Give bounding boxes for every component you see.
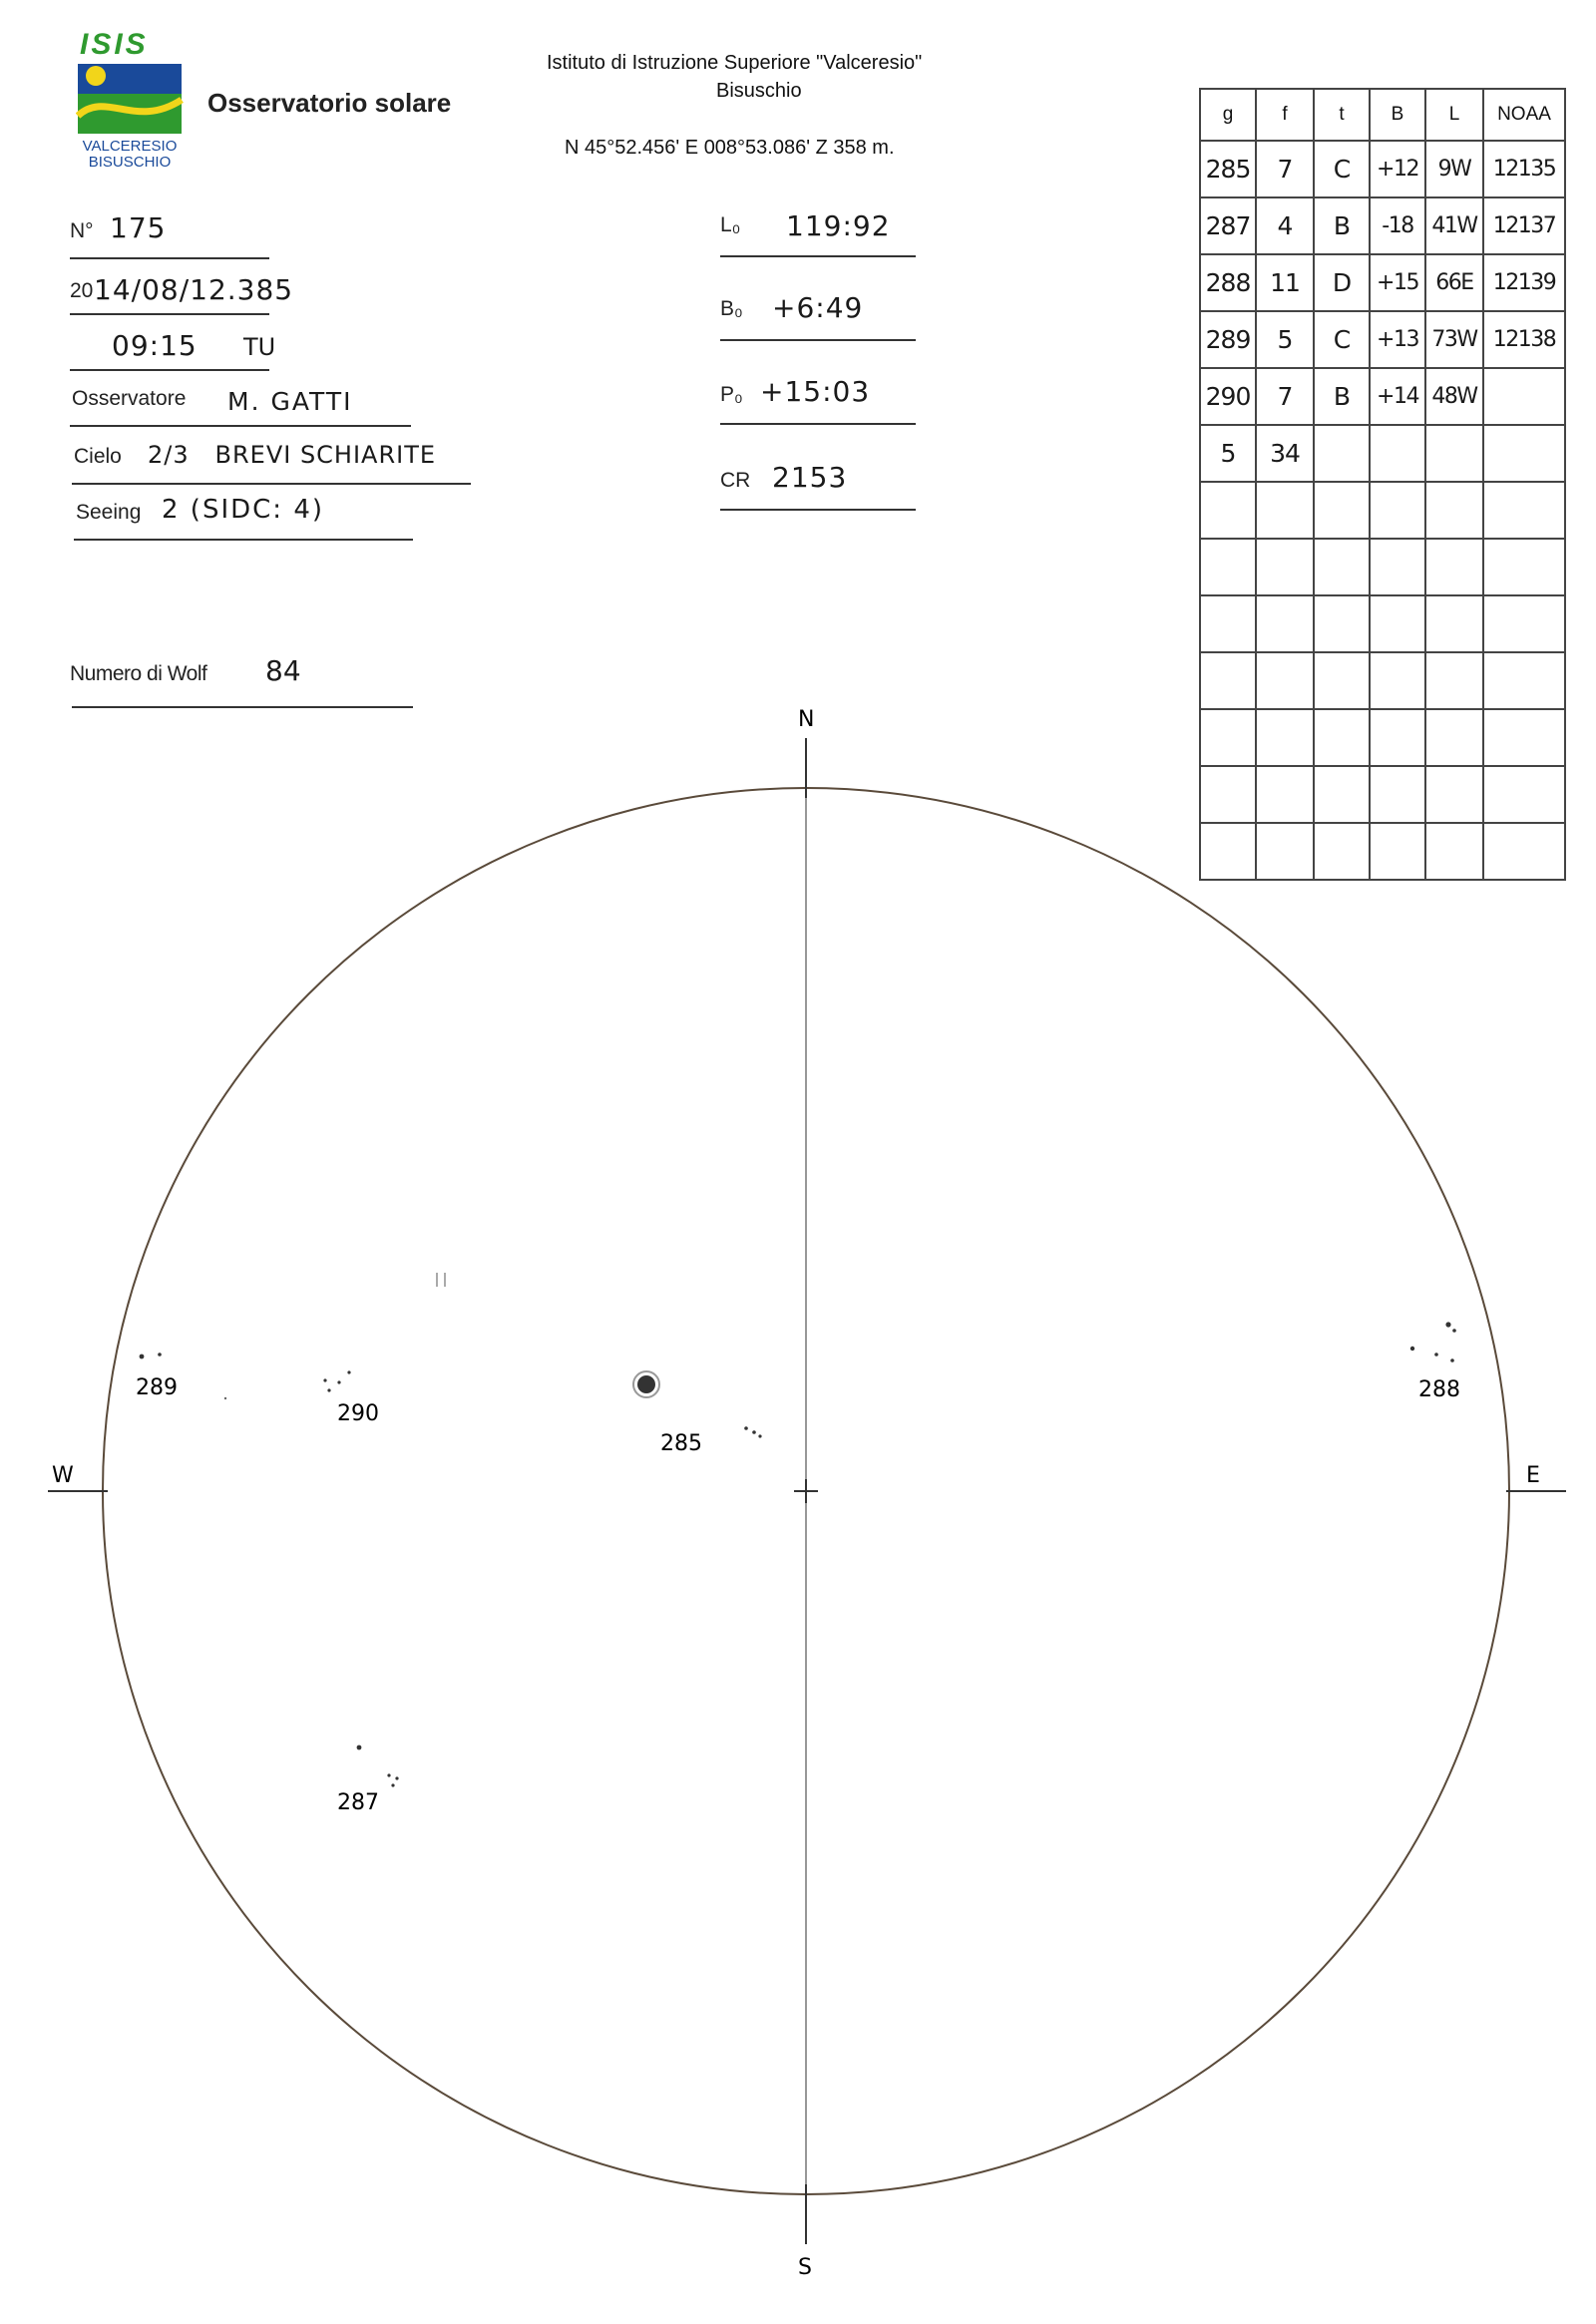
- table-row: [1200, 141, 1565, 197]
- sunspot-290-dot: [347, 1370, 350, 1373]
- cr-label: CR: [720, 469, 751, 492]
- table-row: [1200, 368, 1565, 425]
- table-row: [1200, 595, 1565, 652]
- cell-type: C: [1314, 311, 1370, 368]
- group-label-289: 289: [136, 1375, 178, 1400]
- col-header-noaa: NOAA: [1483, 89, 1565, 141]
- sunspot-288-dot: [1452, 1329, 1456, 1333]
- table-header-row: [1200, 89, 1565, 141]
- observer-value: M. GATTI: [227, 387, 353, 416]
- p0-label: P₀: [720, 383, 743, 406]
- divider: [720, 509, 916, 511]
- cell-latitude: -18: [1370, 197, 1425, 254]
- divider: [72, 483, 471, 485]
- sunspot-287-dot: [391, 1783, 394, 1786]
- cell-longitude: 66E: [1425, 254, 1483, 311]
- sunspot-290-dot: [323, 1378, 326, 1381]
- cell-latitude: +12: [1370, 141, 1425, 197]
- divider: [720, 255, 916, 257]
- divider: [70, 425, 411, 427]
- cell-spots: [1256, 539, 1314, 595]
- solar-disk-drawing: [0, 698, 1596, 2324]
- cell-spots: 5: [1256, 311, 1314, 368]
- divider: [70, 313, 269, 315]
- cell-latitude: [1370, 482, 1425, 539]
- group-label-285: 285: [660, 1431, 702, 1456]
- cell-noaa: [1483, 425, 1565, 482]
- cell-noaa: [1483, 539, 1565, 595]
- cell-longitude: [1425, 482, 1483, 539]
- sunspot-288-dot: [1410, 1347, 1414, 1351]
- cell-type: [1314, 539, 1370, 595]
- cell-group: [1200, 595, 1256, 652]
- cell-group: 285: [1200, 141, 1256, 197]
- col-header-longitude: L: [1425, 89, 1483, 141]
- divider: [70, 257, 269, 259]
- divider: [720, 339, 916, 341]
- sky-value: 2/3 BREVI SCHIARITE: [148, 441, 437, 469]
- date-value: 14/08/12.385: [94, 273, 294, 306]
- cell-latitude: +14: [1370, 368, 1425, 425]
- observer-label: Osservatore: [72, 387, 187, 410]
- number-value: 175: [110, 211, 167, 244]
- cell-spots: 4: [1256, 197, 1314, 254]
- cell-group: 290: [1200, 368, 1256, 425]
- cell-spots: 11: [1256, 254, 1314, 311]
- cell-longitude: 41W: [1425, 197, 1483, 254]
- cell-latitude: +13: [1370, 311, 1425, 368]
- logo-wordmark: ISIS: [80, 28, 149, 61]
- cell-spots: [1256, 595, 1314, 652]
- sunspot-289-dot: [140, 1355, 145, 1359]
- cell-group: 287: [1200, 197, 1256, 254]
- cell-longitude: [1425, 425, 1483, 482]
- institute-town: Bisuschio: [716, 80, 802, 102]
- number-label: N°: [70, 219, 94, 242]
- group-label-287: 287: [337, 1790, 379, 1815]
- sunspot-290-dot: [327, 1388, 330, 1391]
- cell-type: [1314, 482, 1370, 539]
- logo-subtitle-town: BISUSCHIO: [88, 154, 172, 171]
- col-header-group: g: [1200, 89, 1256, 141]
- table-row: [1200, 254, 1565, 311]
- p0-value: +15:03: [760, 375, 871, 408]
- cell-group: [1200, 539, 1256, 595]
- b0-value: +6:49: [772, 291, 864, 324]
- l0-value: 119:92: [786, 209, 891, 242]
- cell-type: [1314, 425, 1370, 482]
- cell-spots: 34: [1256, 425, 1314, 482]
- cell-type: B: [1314, 197, 1370, 254]
- cell-noaa: 12135: [1483, 141, 1565, 197]
- cell-group: 288: [1200, 254, 1256, 311]
- divider: [74, 539, 413, 541]
- sunspot-290-dot: [337, 1380, 340, 1383]
- cell-noaa: [1483, 482, 1565, 539]
- cell-spots: [1256, 482, 1314, 539]
- sunspot-287-dot: [357, 1745, 362, 1750]
- cell-group: [1200, 482, 1256, 539]
- sunspot-289-dot: [158, 1353, 162, 1356]
- cell-noaa: 12139: [1483, 254, 1565, 311]
- east-label: E: [1526, 1463, 1540, 1488]
- group-label-288: 288: [1418, 1377, 1460, 1402]
- cell-type: C: [1314, 141, 1370, 197]
- cell-latitude: [1370, 425, 1425, 482]
- sunspot-289-dot: [224, 1397, 226, 1399]
- table-row: [1200, 425, 1565, 482]
- col-header-latitude: B: [1370, 89, 1425, 141]
- south-label: S: [798, 2255, 812, 2280]
- north-label: N: [798, 707, 815, 732]
- sunspot-285-dot: [758, 1434, 761, 1437]
- observatory-coordinates: N 45°52.456' E 008°53.086' Z 358 m.: [565, 137, 895, 159]
- table-row: [1200, 311, 1565, 368]
- b0-label: B₀: [720, 297, 743, 320]
- cell-longitude: 9W: [1425, 141, 1483, 197]
- cell-noaa: 12138: [1483, 311, 1565, 368]
- cell-type: [1314, 595, 1370, 652]
- cell-noaa: 12137: [1483, 197, 1565, 254]
- table-row: [1200, 197, 1565, 254]
- sunspot-288-dot: [1445, 1322, 1450, 1327]
- cell-type: D: [1314, 254, 1370, 311]
- west-label: W: [52, 1463, 74, 1488]
- observatory-title: Osservatorio solare: [207, 88, 452, 118]
- cell-group: 289: [1200, 311, 1256, 368]
- cell-longitude: [1425, 539, 1483, 595]
- sunspot-285-dot: [752, 1430, 756, 1434]
- cell-noaa: [1483, 595, 1565, 652]
- group-label-290: 290: [337, 1401, 379, 1426]
- seeing-label: Seeing: [76, 501, 142, 524]
- date-prefix: 20: [70, 279, 94, 302]
- col-header-type: t: [1314, 89, 1370, 141]
- cell-type: B: [1314, 368, 1370, 425]
- time-value: 09:15: [112, 329, 198, 362]
- cell-longitude: [1425, 595, 1483, 652]
- sunspot-288-dot: [1434, 1353, 1438, 1356]
- divider: [70, 369, 269, 371]
- sunspot-287-dot: [395, 1776, 398, 1779]
- divider: [720, 423, 916, 425]
- table-row: [1200, 539, 1565, 595]
- cell-longitude: 48W: [1425, 368, 1483, 425]
- cell-spots: 7: [1256, 368, 1314, 425]
- l0-label: L₀: [720, 213, 741, 236]
- time-unit: TU: [243, 333, 276, 361]
- col-header-spots: f: [1256, 89, 1314, 141]
- sunspot-287-dot: [387, 1773, 390, 1776]
- wolf-number-value: 84: [265, 654, 301, 687]
- sunspot-288-dot: [1450, 1358, 1454, 1362]
- cr-value: 2153: [772, 461, 848, 494]
- logo-subtitle: VALCERESIO: [82, 138, 178, 155]
- cell-noaa: [1483, 368, 1565, 425]
- cell-latitude: [1370, 539, 1425, 595]
- sunspot-285-main: [637, 1375, 655, 1393]
- wolf-number-label: Numero di Wolf: [70, 662, 207, 685]
- cell-latitude: [1370, 595, 1425, 652]
- institute-name: Istituto di Istruzione Superiore "Valceresio": [547, 52, 923, 74]
- cell-spots: 7: [1256, 141, 1314, 197]
- sky-label: Cielo: [74, 445, 122, 468]
- cell-longitude: 73W: [1425, 311, 1483, 368]
- cell-latitude: +15: [1370, 254, 1425, 311]
- seeing-value: 2 (SIDC: 4): [162, 495, 325, 525]
- cell-group: 5: [1200, 425, 1256, 482]
- sunspot-285-dot: [744, 1426, 748, 1430]
- table-row: [1200, 482, 1565, 539]
